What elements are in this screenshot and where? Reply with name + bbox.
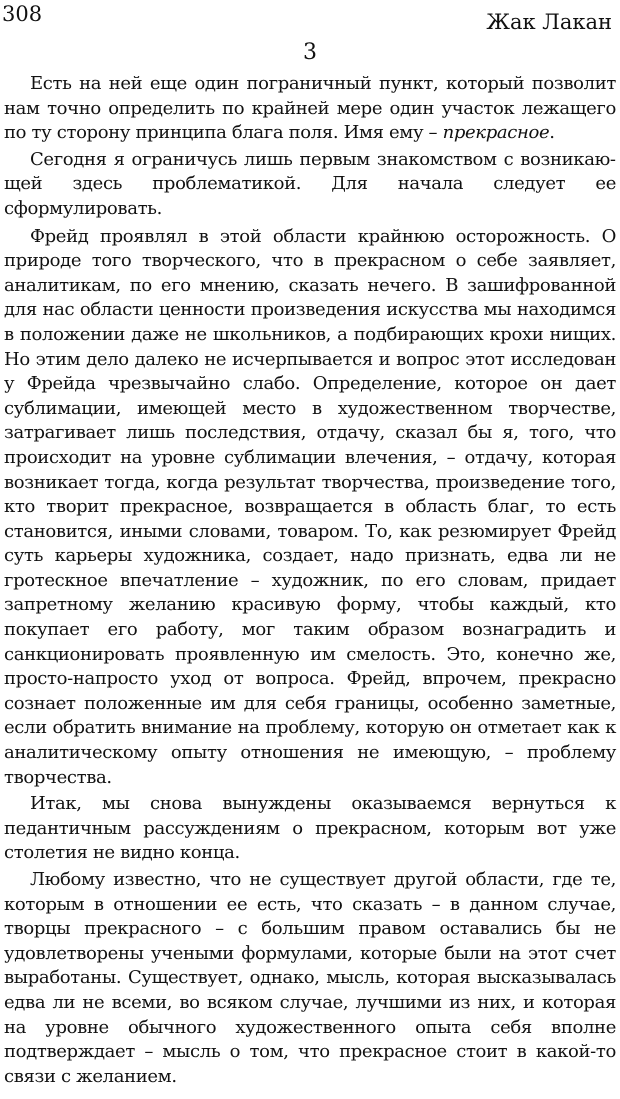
paragraph-5: Любому известно, что не существует другой области, где те, которым в отношении ее есть, что сказать – в данном случае, творцы прекрасного – с большим правом оставались бы не удовлетворены учеными формулами, которые были на этот счет выработаны. Существует, однако, мысль, которая высказывалась едва ли не всеми, во всяком случае, лучшими из них, и которая на уровне обычного художественного опыта себя вполне подтверждает – мысль о том, что прекрасное стоит в какой-то связи с желанием. <box>4 869 616 1087</box>
paragraph-3: Фрейд проявлял в этой области крайнюю осторожность. О природе того творческого, что в прекрасном о себе заявляет, аналитикам, по его мнению, сказать нечего. В зашифрованной для нас области ценности произведения искусства мы находимся в положении даже не школьников, а подбирающих крохи нищих. Но этим дело далеко не исчерпывается и вопрос этот исследован у Фрейда чрезвычайно слабо. Определение, которое он дает сублимации, имеющей место в художественном творчестве, затрагивает лишь последствия, отдачу, сказал бы я, того, что происходит на уровне сублимации влечения, – отдачу, которая возникает тогда, когда результат творчества, произведение того, кто творит прекрасное, возвращается в область благ, то есть становится, иными словами, товаром. То, как резюмирует Фрейд суть карьеры художника, создает, надо признать, едва ли не гротескное впечатление – художник, по его словам, придает запретному желанию красивую форму, чтобы каждый, кто покупает его работу, мог таким образом вознаградить и санкционировать проявленную им смелость. Это, конечно же, просто-напросто уход от вопроса. Фрейд, впрочем, прекрасно сознает положенные им для себя границы, особенно заметные, если обратить внимание на проблему, которую он отметает как к аналитическому опыту отношения не имеющую, – проблему творчества. <box>4 225 616 788</box>
paragraph-1-end: . <box>549 122 555 144</box>
running-title: Жак Лакан <box>486 10 612 34</box>
paragraph-2: Сегодня я ограничусь лишь первым знакомством с возникающей здесь проблематикой. Для начала следует ее сформулировать. <box>4 148 616 219</box>
paragraph-4: Итак, мы снова вынуждены оказываемся вернуться к педантичным рассуждениям о прекрасном, которым вот уже столетия не видно конца. <box>4 793 616 864</box>
emphasis-word: прекрасное <box>442 122 550 144</box>
paragraph-1-text: Есть на ней еще один пограничный пункт, который позволит нам точно определить по крайней мере один участок лежащего по ту сторону принципа блага поля. Имя ему – <box>4 73 616 144</box>
section-number: 3 <box>303 40 317 65</box>
running-head <box>0 2 620 32</box>
paragraph-1 <box>4 72 616 146</box>
body-text <box>4 72 616 1091</box>
page-number: 308 <box>2 2 43 26</box>
